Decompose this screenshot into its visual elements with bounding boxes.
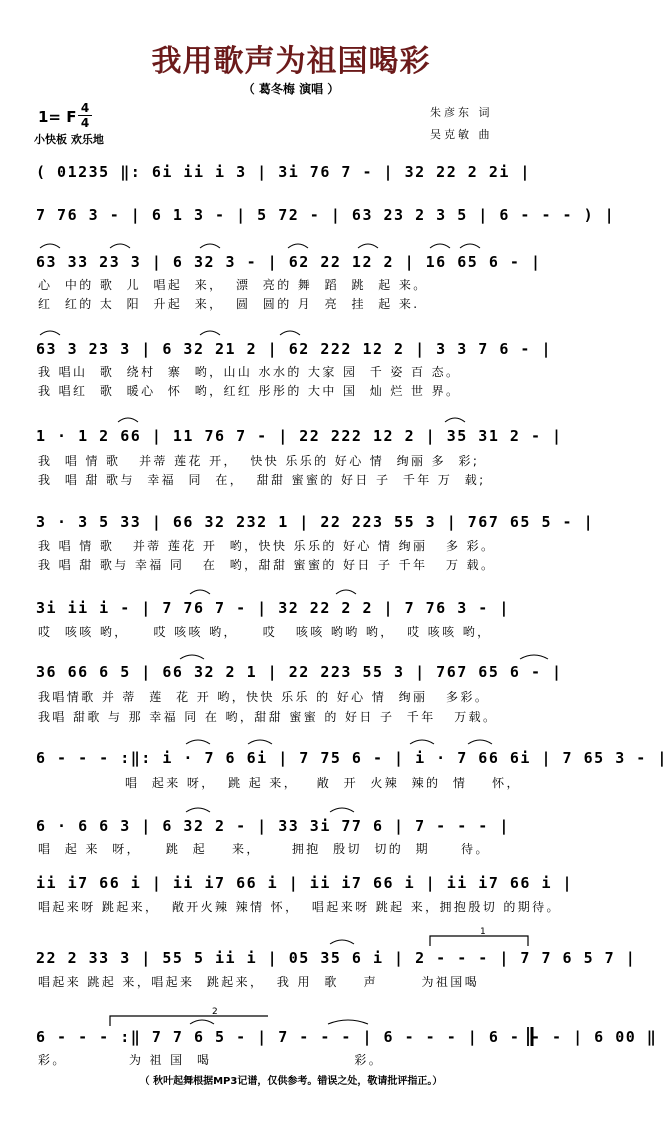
notation-line-13: 6 - - - :‖ 7 7 6 5 - | 7 - - - | 6 - - - | 6 - - - | 6 00 ‖: [36, 1028, 658, 1046]
slur: [248, 740, 272, 744]
transcription-note: （ 秋叶起舞根据MP3记谱，仅供参考。错误之处，敬请批评指正。）: [139, 1076, 443, 1087]
notation-line-4: 63 3 23 3 | 6 32 21 2 | 62 222 12 2 | 3 3 7 6 - |: [36, 340, 553, 358]
lyric-line-8-verse-2: 我唱 甜歌 与 那 幸福 同 在 哟，甜甜 蜜蜜 的 好日 子 千年 万载。: [38, 710, 498, 724]
slur: [330, 940, 354, 944]
notation-line-2: 7 76 3 - | 6 1 3 - | 5 72 - | 63 23 2 3 5 | 6 - - - ) |: [36, 206, 616, 224]
slur: [110, 244, 130, 248]
slur: [410, 740, 434, 744]
notation-line-10: 6 · 6 6 3 | 6 32 2 - | 33 3i 77 6 | 7 - - - |: [36, 817, 510, 835]
notation-line-9: 6 - - - :‖: i · 7 6 6i | 7 75 6 - | i · 7 66 6i | 7 65 3 - |: [36, 749, 668, 767]
slur: [180, 655, 204, 659]
slur: [200, 331, 220, 335]
lyric-line-5-verse-2: 我 唱 甜 歌与 幸福 同 在， 甜甜 蜜蜜的 好日 子 千年 万 载;: [38, 473, 486, 487]
slur: [186, 740, 210, 744]
time-signature-top: 4: [80, 101, 90, 115]
slur: [40, 244, 60, 248]
lyric-line-8-verse-1: 我唱情歌 并 蒂 莲 花 开 哟，快快 乐乐 的 好心 情 绚丽 多彩。: [38, 690, 490, 704]
slur: [468, 740, 492, 744]
notation-line-12: 22 2 33 3 | 55 5 ii i | 05 35 6 i | 2 - - - | 7 7 6 5 7 |: [36, 949, 637, 967]
slur: [280, 331, 300, 335]
notation-line-3: 63 33 23 3 | 6 32 3 - | 62 22 12 2 | 16 65 6 - |: [36, 253, 542, 271]
slur: [460, 244, 480, 248]
slur: [190, 1020, 214, 1024]
key-signature: 1= F: [38, 108, 77, 126]
lyric-line-10: 唱 起 来 呀， 跳 起 来， 拥抱 殷切 切的 期 待。: [38, 842, 490, 856]
slur: [190, 590, 210, 594]
slur: [336, 590, 356, 594]
composer-credit: 吴克敏 曲: [430, 128, 493, 141]
volta-bracket-first: [430, 936, 528, 946]
slur: [358, 244, 378, 248]
time-signature-bottom: 4: [80, 116, 90, 130]
slur: [40, 331, 60, 335]
lyric-line-7: 哎 咳咳 哟， 哎 咳咳 哟， 哎 咳咳 哟哟 哟， 哎 咳咳 哟，: [38, 625, 492, 639]
slur: [520, 655, 548, 659]
notation-line-11: ii i7 66 i | ii i7 66 i | ii i7 66 i | ii i7 66 i |: [36, 874, 574, 892]
lyric-line-3-verse-2: 红 红的 太 阳 升起 来， 圆 圆的 月 亮 挂 起 来.: [38, 297, 420, 311]
lyric-line-3-verse-1: 心 中的 歌 儿 唱起 来， 漂 亮的 舞 蹈 跳 起 来。: [38, 278, 428, 292]
lyric-line-11: 唱起来呀 跳起来， 敞开火辣 辣情 怀， 唱起来呀 跳起 来，拥抱殷切 的期待。: [38, 900, 561, 914]
slur: [118, 418, 138, 422]
lyric-line-4-verse-1: 我 唱山 歌 绕村 寨 哟，山山 水水的 大家 园 千 姿 百 态。: [38, 365, 461, 379]
slur: [288, 244, 308, 248]
lyric-line-6-verse-2: 我 唱 甜 歌与 幸福 同 在 哟，甜甜 蜜蜜的 好日 子 千年 万 载。: [38, 558, 496, 572]
song-title: 我用歌声为祖国喝彩: [151, 44, 431, 79]
time-signature: [78, 102, 92, 129]
slur: [200, 244, 220, 248]
slur: [186, 808, 210, 812]
lyric-line-9: 唱 起来 呀， 跳 起 来， 敞 开 火辣 辣的 情 怀，: [38, 776, 521, 790]
lyric-line-5-verse-1: 我 唱 情 歌 并蒂 莲花 开， 快快 乐乐的 好心 情 绚丽 多 彩;: [38, 454, 480, 468]
slur: [445, 418, 465, 422]
volta-second-number: 2: [212, 1007, 218, 1017]
lyric-line-12: 唱起来 跳起 来，唱起来 跳起来， 我 用 歌 声 为祖国喝: [38, 975, 480, 989]
notation-line-7: 3i ii i - | 7 76 7 - | 32 22 2 2 | 7 76 3 - |: [36, 599, 510, 617]
slur: [330, 808, 354, 812]
volta-bracket-second: [110, 1016, 268, 1026]
lyric-line-4-verse-2: 我 唱红 歌 暖心 怀 哟，红红 彤彤的 大中 国 灿 烂 世 界。: [38, 384, 461, 398]
notation-line-6: 3 · 3 5 33 | 66 32 232 1 | 22 223 55 3 | 767 65 5 - |: [36, 513, 595, 531]
tempo-marking: 小快板 欢乐地: [34, 133, 104, 146]
singer-credit: （ 葛冬梅 演唱 ）: [242, 82, 340, 96]
notation-line-8: 36 66 6 5 | 66 32 2 1 | 22 223 55 3 | 767 65 6 - |: [36, 663, 563, 681]
lyricist-credit: 朱彦东 词: [430, 106, 493, 119]
slur: [430, 244, 450, 248]
notation-line-1: ( 01235 ‖: 6i ii i 3 | 3i 76 7 - | 32 22 2 2i |: [36, 163, 531, 181]
volta-first-number: 1: [480, 927, 486, 937]
slur: [328, 1020, 368, 1024]
lyric-line-13: 彩。 为 祖 国 喝 彩。: [38, 1053, 384, 1067]
lyric-line-6-verse-1: 我 唱 情 歌 并蒂 莲花 开 哟，快快 乐乐的 好心 情 绚丽 多 彩。: [38, 539, 496, 553]
notation-line-5: 1 · 1 2 66 | 11 76 7 - | 22 222 12 2 | 35 31 2 - |: [36, 427, 563, 445]
